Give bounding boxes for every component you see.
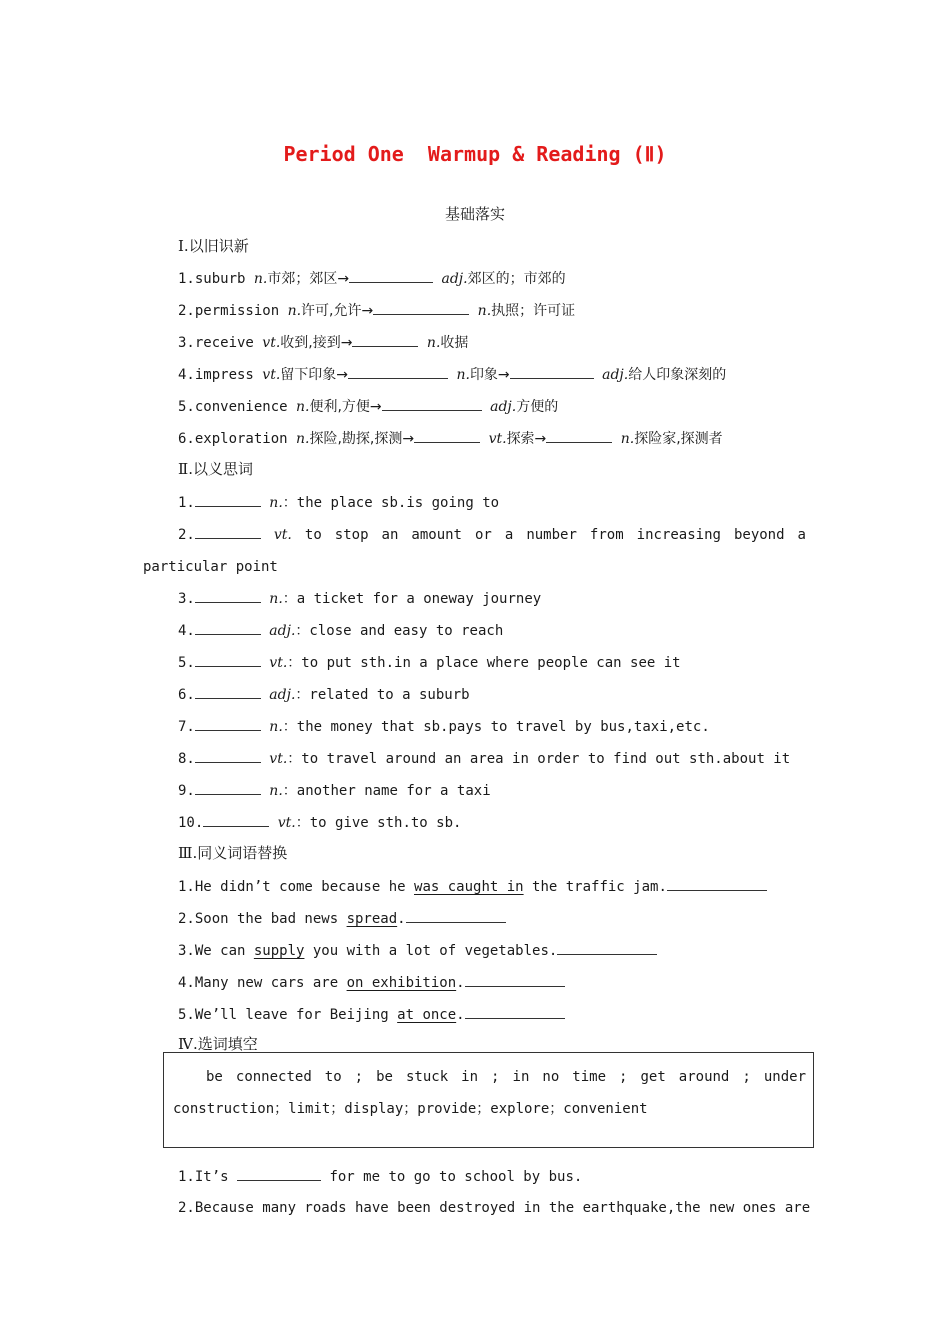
definition-item: [178, 492, 499, 513]
sentence-text: 3.We can: [178, 943, 254, 959]
answer-blank[interactable]: [382, 396, 482, 411]
word-item: [178, 364, 726, 385]
definition-text: ：the place sb.is going to: [282, 495, 500, 511]
part-of-speech: adj.: [602, 367, 629, 383]
item-word: 1.suburb: [178, 271, 254, 287]
item-meaning: 郊区的；市郊的: [467, 271, 566, 287]
item-number: 4.: [178, 623, 195, 639]
item-meaning: 印象→: [469, 367, 510, 383]
part-of-speech: adj.: [441, 271, 468, 287]
sentence-text: 1.He didn’t come because he: [178, 879, 415, 895]
definition-item: [178, 780, 491, 801]
item-number: 6.: [178, 687, 195, 703]
sentence-text: you with a lot of vegetables.: [304, 943, 558, 959]
answer-blank[interactable]: [352, 332, 418, 347]
word-bank-row: be connected to ; be stuck in ; in no time ; get around ; under: [206, 1069, 806, 1085]
item-word: 4.impress: [178, 367, 263, 383]
word-item: [178, 300, 575, 321]
item-meaning: 收到,接到→: [280, 335, 353, 351]
definition-text: ：to give sth.to sb.: [295, 815, 462, 831]
sentence-text: .: [397, 911, 406, 927]
definition-item: [178, 716, 710, 737]
item-meaning: 探险,勘探,探测→: [309, 431, 415, 447]
underlined-phrase: spread: [346, 911, 398, 927]
item-number: 7.: [178, 719, 195, 735]
item-meaning: 留下印象→: [280, 367, 349, 383]
word-item: [178, 396, 558, 417]
word-bank-box: [163, 1052, 814, 1148]
definition-item: [178, 684, 470, 705]
part-of-speech: n.: [269, 783, 283, 799]
fill-blank-item: 2.Because many roads have been destroyed in the earthquake,the new ones are: [178, 1200, 811, 1216]
word-item: [178, 332, 468, 353]
item-number: 8.: [178, 751, 195, 767]
part-of-speech: vt.: [262, 367, 281, 383]
item-meaning: 便利,方便→: [309, 399, 382, 415]
item-word: 6.exploration: [178, 431, 297, 447]
page-title: Period One Warmup & Reading (Ⅱ): [283, 142, 667, 166]
section-heading-2: Ⅱ.以义思词: [178, 460, 253, 478]
definition-text: ：to travel around an area in order to find out sth.about it: [287, 751, 791, 767]
sentence-text: the traffic jam.: [523, 879, 667, 895]
definition-item: [178, 652, 681, 673]
definition-item: [178, 812, 461, 833]
answer-blank[interactable]: [510, 364, 594, 379]
part-of-speech: n.: [477, 303, 492, 319]
sentence-text: .: [456, 1007, 465, 1023]
definition-item: [178, 748, 790, 769]
underlined-phrase: on exhibition: [346, 975, 457, 991]
answer-blank[interactable]: [349, 268, 433, 283]
answer-blank[interactable]: [195, 780, 261, 795]
sentence-text: 2.Soon the bad news: [178, 911, 347, 927]
answer-blank[interactable]: [465, 972, 565, 987]
part-of-speech: n.: [296, 431, 310, 447]
item-number: 9.: [178, 783, 195, 799]
definition-text: ：the money that sb.pays to travel by bus,taxi,etc.: [282, 719, 710, 735]
answer-blank[interactable]: [195, 620, 261, 635]
answer-blank[interactable]: [414, 428, 480, 443]
underlined-phrase: supply: [253, 943, 305, 959]
answer-blank[interactable]: [195, 492, 261, 507]
synonym-item: [178, 908, 506, 929]
sentence-text: for me to go to school by bus.: [321, 1169, 583, 1185]
answer-blank[interactable]: [373, 300, 469, 315]
answer-blank[interactable]: [195, 716, 261, 731]
part-of-speech: vt.: [277, 815, 296, 831]
item-meaning: 给人印象深刻的: [628, 367, 727, 383]
synonym-item: [178, 1004, 565, 1025]
item-number: 3.: [178, 591, 195, 607]
sentence-text: 5.We’ll leave for Beijing: [178, 1007, 398, 1023]
answer-blank[interactable]: [195, 684, 261, 699]
answer-blank[interactable]: [195, 748, 261, 763]
answer-blank[interactable]: [557, 940, 657, 955]
item-word: 2.permission: [178, 303, 288, 319]
answer-blank[interactable]: [667, 876, 767, 891]
answer-blank[interactable]: [195, 652, 261, 667]
item-meaning: 探索→: [506, 431, 547, 447]
definition-item: [178, 620, 503, 641]
synonym-item: [178, 972, 565, 993]
part-of-speech: n.: [620, 431, 635, 447]
definition-text: ：related to a suburb: [295, 687, 470, 703]
answer-blank[interactable]: [546, 428, 612, 443]
part-of-speech: n.: [269, 591, 283, 607]
item-meaning: 执照；许可证: [491, 303, 576, 319]
answer-blank[interactable]: [406, 908, 506, 923]
definition-continuation: particular point: [143, 559, 278, 575]
answer-blank[interactable]: [465, 1004, 565, 1019]
item-meaning: 方便的: [516, 399, 559, 415]
definition-text: ：another name for a taxi: [282, 783, 491, 799]
item-number: 1.: [178, 495, 195, 511]
definition-item: 2. vt. to stop an amount or a number from increasing beyond a: [178, 524, 806, 545]
answer-blank[interactable]: [237, 1166, 321, 1181]
word-item: [178, 268, 566, 289]
answer-blank[interactable]: [195, 524, 261, 539]
sentence-text: 4.Many new cars are: [178, 975, 347, 991]
section-heading-4: Ⅳ.选词填空: [178, 1035, 258, 1053]
fill-blank-item: [178, 1166, 582, 1187]
part-of-speech: vt.: [269, 751, 288, 767]
definition-text: ：a ticket for a oneway journey: [282, 591, 542, 607]
part-of-speech: vt.: [269, 655, 288, 671]
answer-blank[interactable]: [348, 364, 448, 379]
item-word: 5.convenience: [178, 399, 297, 415]
part-of-speech: vt.: [488, 431, 507, 447]
item-number: 10.: [178, 815, 204, 831]
part-of-speech: n.: [253, 271, 268, 287]
word-item: [178, 428, 723, 449]
item-number: 5.: [178, 655, 195, 671]
part-of-speech: n.: [287, 303, 302, 319]
definition-item: [178, 588, 541, 609]
part-of-speech: adj.: [269, 623, 296, 639]
sentence-text: 1.It’s: [178, 1169, 238, 1185]
section-heading-1: Ⅰ.以旧识新: [178, 237, 249, 255]
synonym-item: [178, 940, 657, 961]
answer-blank[interactable]: [195, 588, 261, 603]
synonym-item: [178, 876, 767, 897]
part-of-speech: vt.: [262, 335, 281, 351]
item-meaning: 市郊；郊区→: [267, 271, 350, 287]
item-meaning: 收据: [440, 335, 469, 351]
part-of-speech: n.: [269, 719, 283, 735]
item-number: 2.: [178, 527, 195, 543]
item-meaning: 许可,允许→: [301, 303, 374, 319]
part-of-speech: adj.: [490, 399, 517, 415]
answer-blank[interactable]: [203, 812, 269, 827]
part-of-speech: vt.: [273, 527, 292, 543]
definition-text: ：close and easy to reach: [295, 623, 504, 639]
part-of-speech: n.: [426, 335, 441, 351]
underlined-phrase: was caught in: [414, 879, 524, 895]
item-meaning: 探险家,探测者: [634, 431, 723, 447]
part-of-speech: n.: [269, 495, 283, 511]
part-of-speech: n.: [456, 367, 470, 383]
word-bank-row: construction；limit；display；provide；explore；convenient: [173, 1101, 648, 1117]
part-of-speech: n.: [296, 399, 310, 415]
part-of-speech: adj.: [269, 687, 296, 703]
section-heading-3: Ⅲ.同义词语替换: [178, 844, 288, 862]
underlined-phrase: at once: [397, 1007, 457, 1023]
page-subtitle: 基础落实: [444, 205, 505, 223]
sentence-text: .: [456, 975, 465, 991]
item-word: 3.receive: [178, 335, 263, 351]
definition-text: ：to put sth.in a place where people can see it: [287, 655, 681, 671]
